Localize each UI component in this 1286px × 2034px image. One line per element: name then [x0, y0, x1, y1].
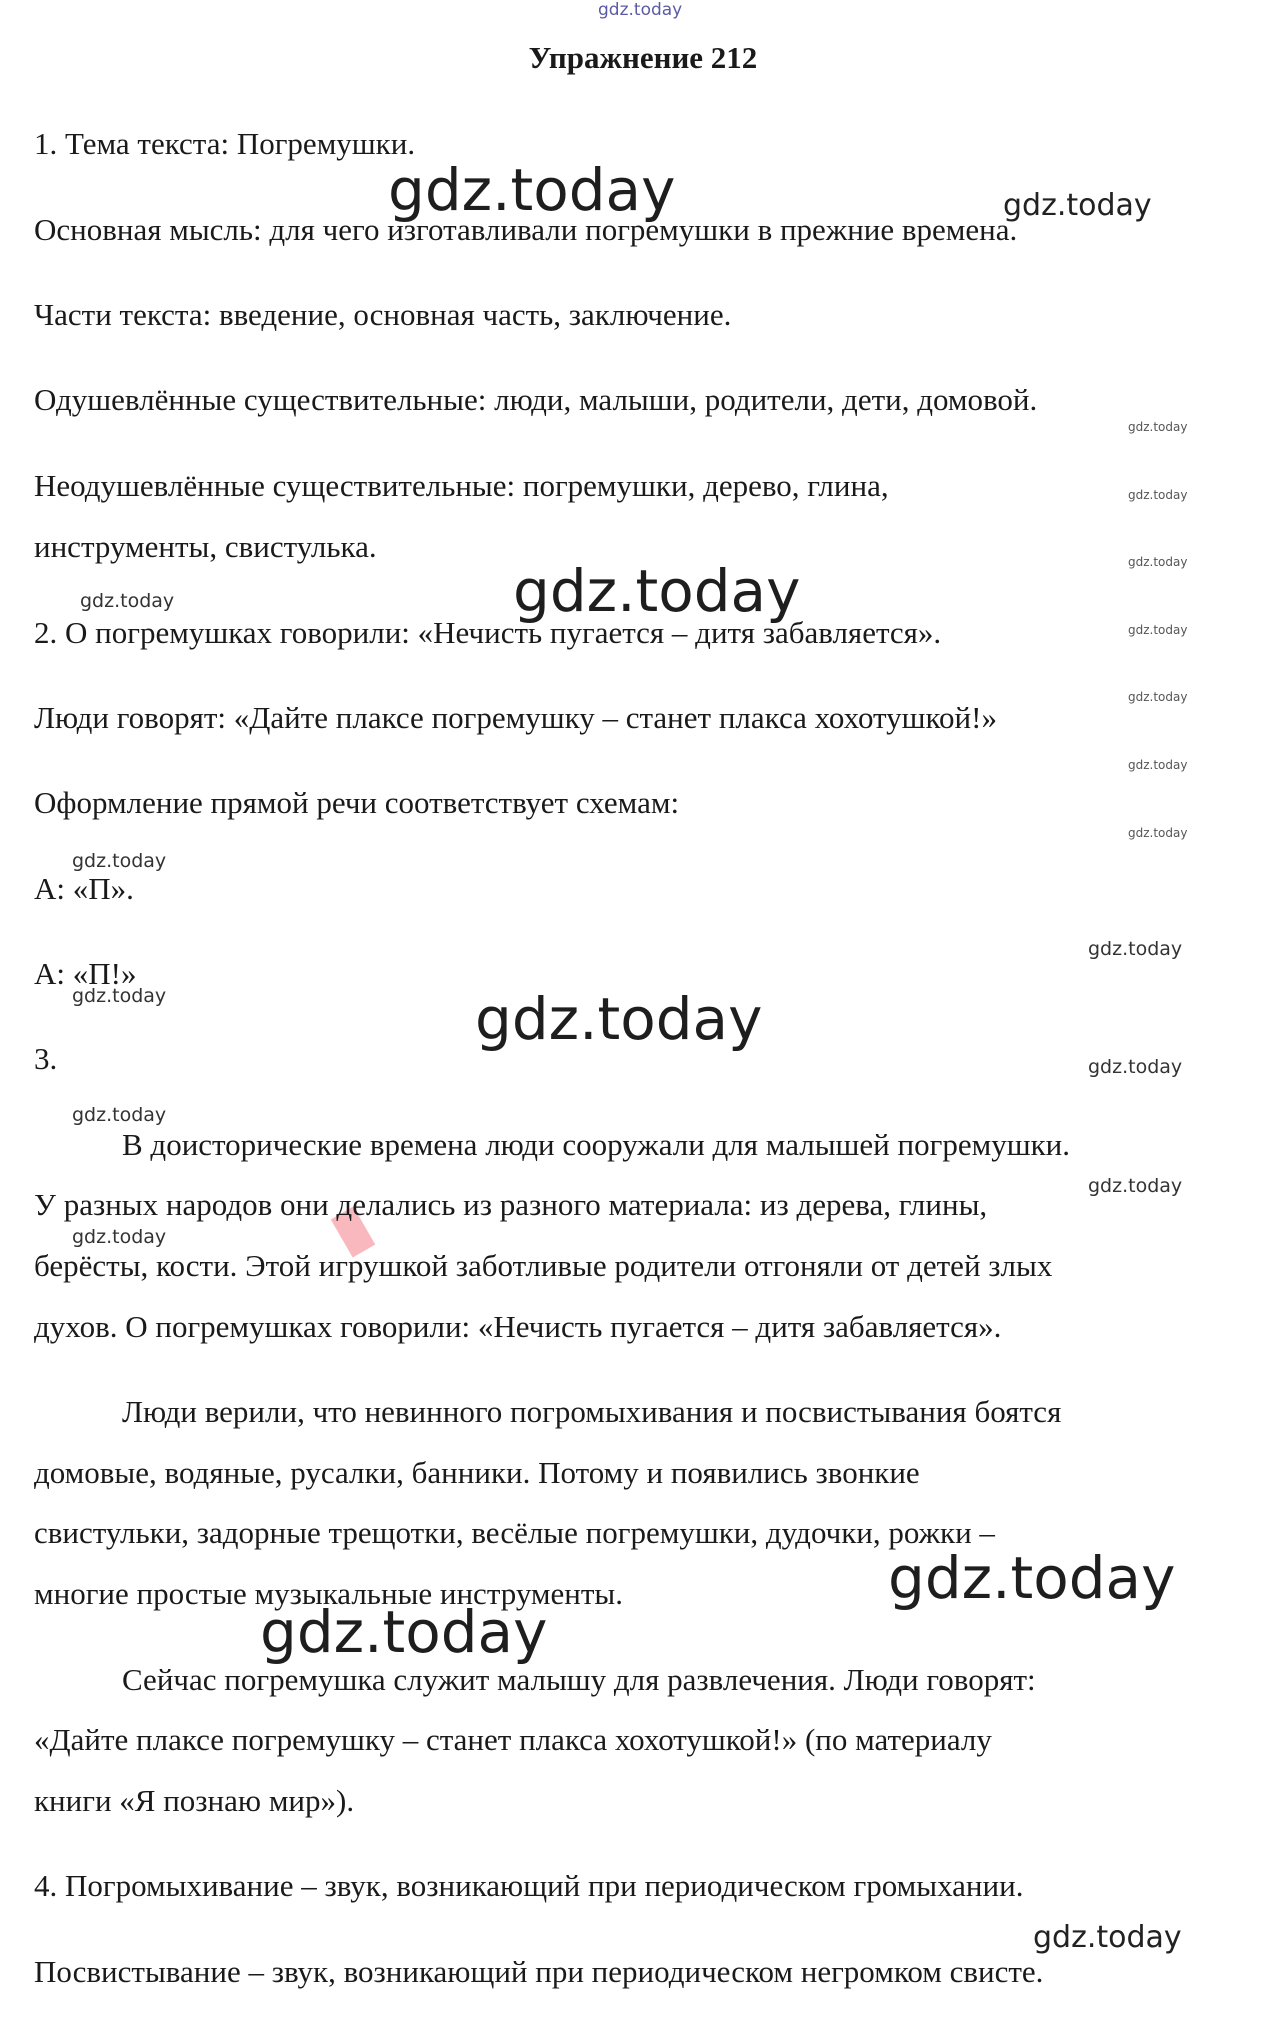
text-line: Сейчас погремушка служит малышу для развлечения. Люди говорят:	[122, 1662, 1036, 1697]
watermark: gdz.today	[1128, 758, 1188, 772]
text-line: Неодушевлённые существительные: погремушки, дерево, глина,	[34, 468, 889, 503]
watermark: gdz.today	[72, 1104, 167, 1126]
watermark-top: gdz.today	[598, 0, 683, 20]
watermark: gdz.today	[1128, 555, 1188, 569]
text-line: «Дайте плаксе погремушку – станет плакса хохотушкой!» (по материалу	[34, 1722, 992, 1757]
watermark: gdz.today	[388, 156, 676, 224]
watermark: gdz.today	[1088, 1056, 1183, 1078]
text-line: Основная мысль: для чего изготавливали погремушки в прежние времена.	[34, 212, 1018, 247]
text-line: духов. О погремушках говорили: «Нечисть пугается – дитя забавляется».	[34, 1309, 1002, 1344]
exercise-title: Упражнение 212	[528, 40, 758, 75]
text-line: В доисторические времена люди сооружали для малышей погремушки.	[122, 1127, 1070, 1162]
text-line: Оформление прямой речи соответствует схемам:	[34, 785, 680, 820]
text-line: книги «Я познаю мир»).	[34, 1783, 355, 1818]
text-line: 2. О погремушках говорили: «Нечисть пугается – дитя забавляется».	[34, 615, 942, 650]
watermark: gdz.today	[1088, 938, 1183, 960]
watermark: gdz.today	[1033, 1920, 1182, 1955]
text-line: свистульки, задорные трещотки, весёлые погремушки, дудочки, рожки –	[34, 1515, 995, 1550]
watermark: gdz.today	[888, 1544, 1176, 1612]
watermark: gdz.today	[1088, 1175, 1183, 1197]
watermark: gdz.today	[513, 557, 801, 625]
watermark: gdz.today	[80, 590, 175, 612]
text-line: Люди верили, что невинного погромыхивания и посвистывания боятся	[122, 1394, 1062, 1429]
watermark: gdz.today	[72, 850, 167, 872]
watermark: gdz.today	[72, 1226, 167, 1248]
text-line: Части текста: введение, основная часть, заключение.	[34, 297, 732, 332]
text-line: 1. Тема текста: Погремушки.	[34, 126, 416, 161]
text-line: А: «П!»	[34, 956, 137, 991]
watermark: gdz.today	[1128, 623, 1188, 637]
text-line: берёсты, кости. Этой игрушкой заботливые родители отгоняли от детей злых	[34, 1248, 1053, 1283]
text-line: 4. Погромыхивание – звук, возникающий при периодическом громыхании.	[34, 1868, 1024, 1903]
watermark: gdz.today	[1128, 826, 1188, 840]
watermark: gdz.today	[1128, 488, 1188, 502]
text-line: У разных народов они делались из разного материала: из дерева, глины,	[34, 1187, 988, 1222]
text-line: домовые, водяные, русалки, банники. Потому и появились звонкие	[34, 1455, 920, 1490]
watermark: gdz.today	[1003, 188, 1152, 223]
text-line: инструменты, свистулька.	[34, 529, 377, 564]
watermark: gdz.today	[72, 985, 167, 1007]
text-line: Посвистывание – звук, возникающий при периодическом негромком свисте.	[34, 1954, 1044, 1989]
text-line: А: «П».	[34, 871, 134, 906]
watermark: gdz.today	[1128, 420, 1188, 434]
watermark: gdz.today	[1128, 690, 1188, 704]
watermark: gdz.today	[475, 985, 763, 1053]
text-line: многие простые музыкальные инструменты.	[34, 1576, 624, 1611]
text-line: 3.	[34, 1041, 58, 1076]
text-line: Одушевлённые существительные: люди, малыши, родители, дети, домовой.	[34, 382, 1038, 417]
watermark: gdz.today	[260, 1598, 548, 1666]
text-line: Люди говорят: «Дайте плаксе погремушку – станет плакса хохотушкой!»	[34, 700, 997, 735]
